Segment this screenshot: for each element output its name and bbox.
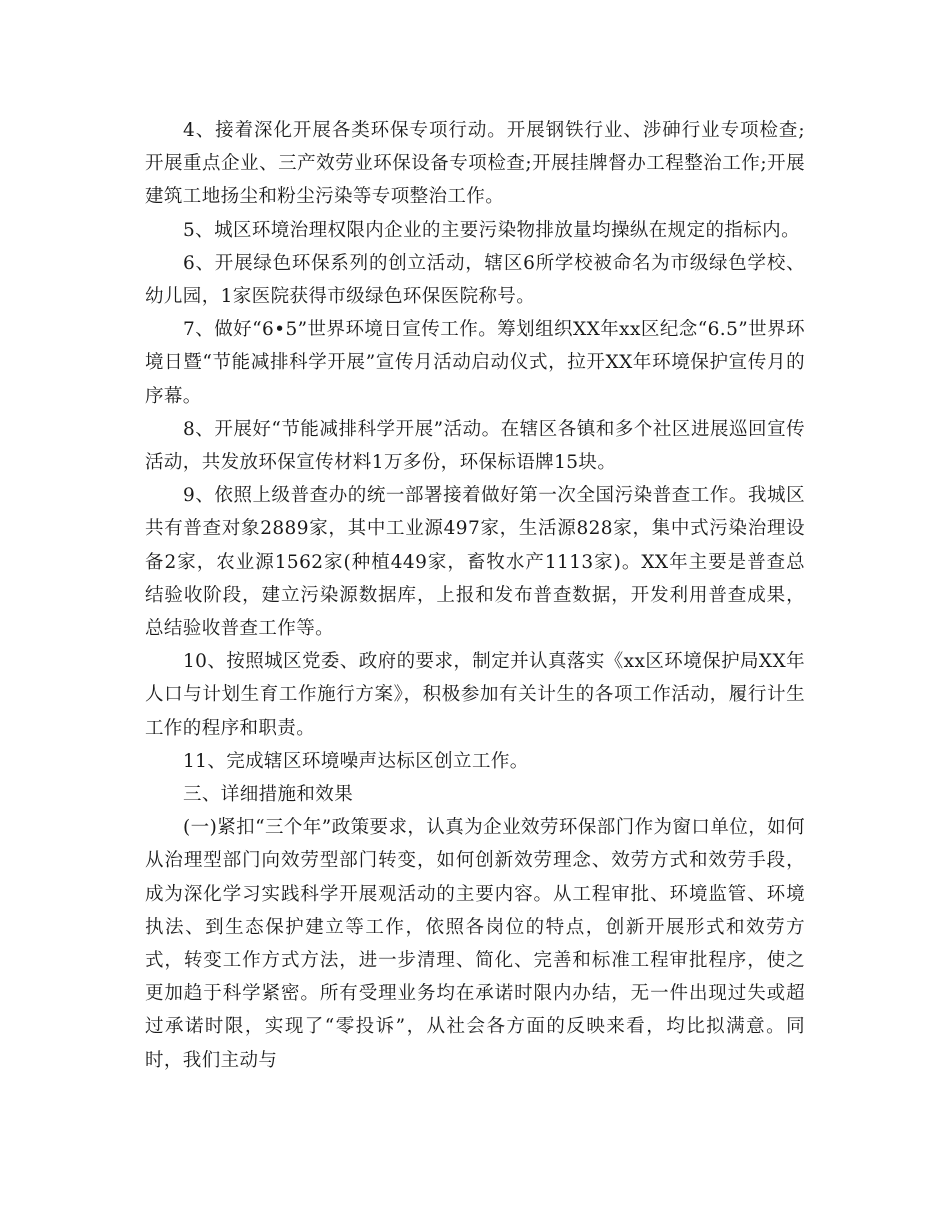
paragraph-item-9: 9、依照上级普查办的统一部署接着做好第一次全国污染普查工作。我城区共有普查对象2889家，其中工业源497家，生活源828家，集中式污染治理设备2家，农业源1562家(种植449家，畜牧水产1113家)。XX年主要是普查总结验收阶段，建立污染源数据库，上报和发布普查数据，开发利用普查成果，总结验收普查工作等。 — [145, 485, 805, 640]
paragraph-item-5: 5、城区环境治理权限内企业的主要污染物排放量均操纵在规定的指标内。 — [183, 219, 800, 241]
paragraph-subsection-1: (一)紧扣“三个年”政策要求，认真为企业效劳环保部门作为窗口单位，如何从治理型部门向效劳型部门转变，如何创新效劳理念、效劳方式和效劳手段，成为深化学习实践科学开展观活动的主要内容。从工程审批、环境监管、环境执法、到生态保护建立等工作，依照各岗位的特点，创新开展形式和效劳方式，转变工作方式方法，进一步清理、简化、完善和标准工程审批程序，使之更加趋于科学紧密。所有受理业务均在承诺时限内办结，无一件出现过失或超过承诺时限，实现了“零投诉”，从社会各方面的反映来看，均比拟满意。同时，我们主动与 — [145, 817, 805, 1071]
paragraph-item-6: 6、开展绿色环保系列的创立活动，辖区6所学校被命名为市级绿色学校、幼儿园，1家医院获得市级绿色环保医院称号。 — [145, 252, 805, 308]
paragraph-item-11: 11、完成辖区环境噪声达标区创立工作。 — [183, 750, 529, 772]
paragraph-item-7: 7、做好“6•5”世界环境日宣传工作。筹划组织XX年xx区纪念“6.5”世界环境日暨“节能减排科学开展”宣传月活动启动仪式，拉开XX年环境保护宣传月的序幕。 — [145, 319, 805, 407]
paragraph-item-4: 4、接着深化开展各类环保专项行动。开展钢铁行业、涉砷行业专项检查;开展重点企业、三产效劳业环保设备专项检查;开展挂牌督办工程整治工作;开展建筑工地扬尘和粉尘污染等专项整治工作。 — [145, 120, 805, 208]
paragraph-item-8: 8、开展好“节能减排科学开展”活动。在辖区各镇和多个社区进展巡回宣传活动，共发放环保宣传材料1万多份，环保标语牌15块。 — [145, 418, 805, 474]
document-page — [145, 114, 805, 1077]
paragraph-item-10: 10、按照城区党委、政府的要求，制定并认真落实《xx区环境保护局XX年人口与计划生育工作施行方案》，积极参加有关计生的各项工作活动，履行计生工作的程序和职责。 — [145, 651, 805, 739]
section-heading-3: 三、详细措施和效果 — [183, 784, 354, 806]
